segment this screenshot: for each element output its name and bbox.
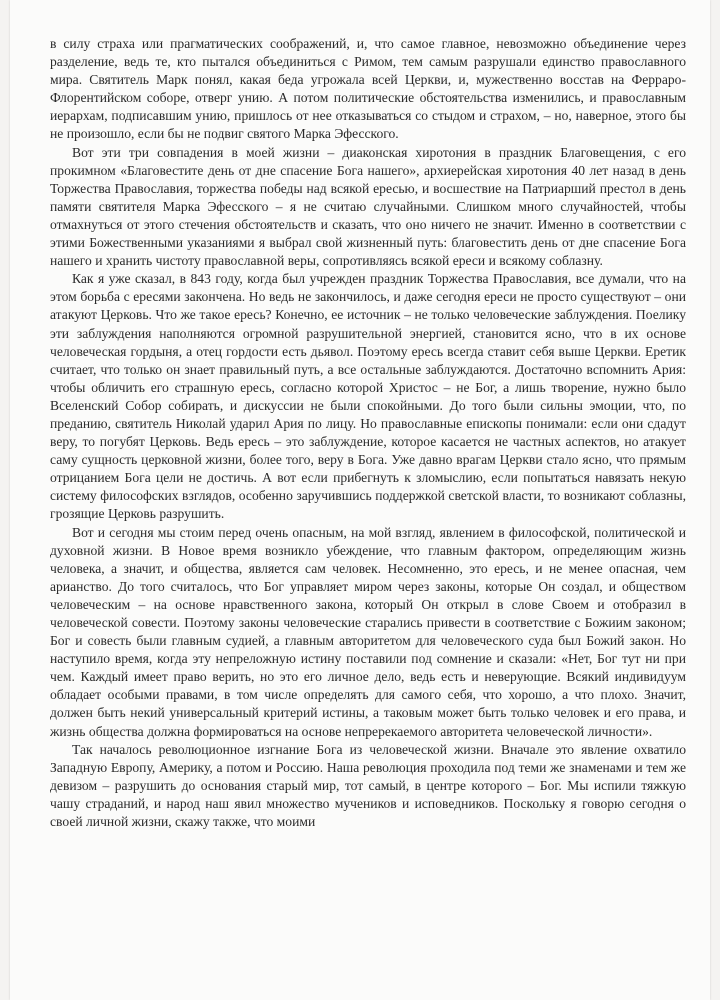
paragraph: Так началось революционное изгнание Бога из человеческой жизни. Вначале это явление охватило Западную Европу, Америку, а потом и Россию. Наша революция проходила под теми же знаменами и тем же девизом – разрушить до основания старый мир, тот самый, в центре которого – Бог. Мы испили тяжкую чашу страданий, и народ наш явил множество мучеников и исповедников. Поскольку я говорю сегодня о своей личной жизни, скажу также, что моими — [50, 741, 686, 830]
paragraph: Вот эти три совпадения в моей жизни – диаконская хиротония в праздник Благовещения, с его прокимном «Благовестите день от дне спасение Бога нашего», архиерейская хиротония 40 лет назад в день Торжества Православия, торжества победы над всякой ересью, и восшествие на Патриарший престол в день памяти святителя Марка Эфесского – я не считаю случайными. Слишком много случайностей, чтобы отмахнуться от этого стечения обстоятельств и сказать, что оно ничего не значит. Именно в соответствии с этими Божественными указаниями я выбрал свой жизненный путь: благовестить день от дне спасение Бога нашего и хранить чистоту православной веры, сопротивляясь всякой ереси и всякому соблазну. — [50, 144, 686, 269]
document-page — [10, 0, 710, 1000]
paragraph: Как я уже сказал, в 843 году, когда был учрежден праздник Торжества Православия, все думали, что на этом борьба с ересями закончена. Но ведь не закончилось, и даже сегодня ереси не просто существуют – они атакуют Церковь. Что же такое ересь? Конечно, ее источник – не только человеческие заблуждения. Поелику эти заблуждения наполняются огромной разрушительной энергией, становится ясно, что в их основе человеческая гордыня, а отец гордости есть дьявол. Поэтому ересь всегда ставит себя выше Церкви. Еретик считает, что только он знает правильный путь, а все остальные заблуждаются. Достаточно вспомнить Ария: чтобы обличить его страшную ересь, согласно которой Христос – не Бог, а лишь творение, нужно было Вселенский Собор собирать, и дискуссии не были спокойными. До того были сильны эмоции, что, по преданию, святитель Николай ударил Ария по лицу. Но православные епископы понимали: если они сдадут веру, то погубят Церковь. Ведь ересь – это заблуждение, которое касается не частных аспектов, но атакует саму сущность церковной жизни, более того, веру в Бога. Уже давно врагам Церкви стало ясно, что прямым отрицанием Бога цели не достичь. А вот если прибегнуть к зломыслию, если попытаться навязать некую систему философских взглядов, особенно заручившись поддержкой светской власти, то возникают соблазны, грозящие Церковь разрушить. — [50, 271, 686, 522]
paragraph: в силу страха или прагматических соображений, и, что самое главное, невозможно объединение через разделение, ведь те, кто пытался объединиться с Римом, тем самым разрушали единство православного мира. Святитель Марк понял, какая беда угрожала всей Церкви, и, мужественно восстав на Ферраро-Флорентийском соборе, отверг унию. А потом политические обстоятельства изменились, и православным иерархам, подписавшим унию, пришлось от нее отказываться со стыдом и страхом, – но, наверное, этого бы не произошло, если бы не подвиг святого Марка Эфесского. — [50, 36, 686, 142]
paragraph: Вот и сегодня мы стоим перед очень опасным, на мой взгляд, явлением в философской, политической и духовной жизни. В Новое время возникло убеждение, что главным фактором, определяющим жизнь человека, а значит, и общества, является сам человек. Несомненно, это ересь, и не менее опасная, чем арианство. До того считалось, что Бог управляет миром через законы, которые Он создал, и обществом человеческим – на основе нравственного закона, который Он открыл в слове Своем и отобразил в человеческой совести. Поэтому законы человеческие старались привести в соответствие с Божиим законом; Бог и совесть были главным судией, а главным авторитетом для человеческого суда был Божий закон. Но наступило время, когда эту непреложную истину поставили под сомнение и сказали: «Нет, Бог тут ни при чем. Каждый имеет право верить, но это его личное дело, ведь есть и неверующие. Всякий индивидуум обладает особыми правами, в том числе определять для самого себя, что хорошо, а что плохо. Значит, должен быть некий универсальный критерий истины, а таковым может быть только человек и его права, и жизнь общества должна формироваться на основе непререкаемого авторитета человеческой личности». — [50, 524, 686, 739]
body-text — [50, 35, 686, 831]
